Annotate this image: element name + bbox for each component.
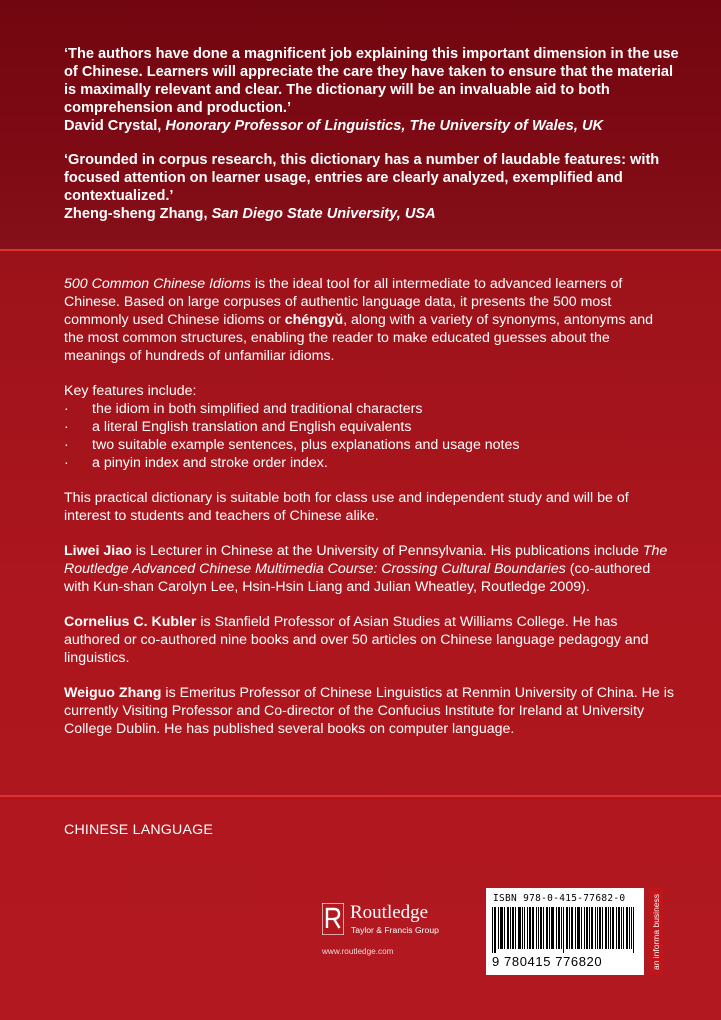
- barcode-bar: [627, 907, 628, 949]
- publisher-url: www.routledge.com: [322, 947, 394, 956]
- barcode-bar: [612, 907, 613, 949]
- barcode-bar: [520, 907, 521, 949]
- publisher-group: Taylor & Francis Group: [351, 925, 439, 935]
- barcode-bar: [529, 907, 530, 949]
- barcode-bar: [501, 907, 502, 949]
- barcode-bar: [606, 907, 607, 949]
- barcode-bar: [500, 907, 501, 949]
- endorsement-author: David Crystal,: [64, 118, 162, 134]
- list-item: [64, 454, 674, 472]
- features-list: [64, 400, 674, 472]
- barcode-bar: [549, 907, 550, 949]
- barcode-bar: [530, 907, 531, 949]
- subject-category: CHINESE LANGUAGE: [64, 822, 214, 838]
- barcode-bar: [543, 907, 544, 949]
- barcode-bar: [515, 907, 516, 949]
- author-bio-text: is Lecturer in Chinese at the University of Pennsylvania. His publications include: [131, 543, 643, 559]
- list-item: [64, 436, 674, 454]
- barcode-bar: [619, 907, 620, 949]
- intro-text-continued: , along with a variety of synonyms, antonyms and the most common structures, enabling the reader to make educated guesses about the meanings of hundreds of unfamiliar idioms.: [64, 312, 654, 364]
- barcode-bar: [569, 907, 570, 949]
- feature-text: a pinyin index and stroke order index.: [92, 455, 328, 471]
- barcode-bar: [581, 907, 582, 949]
- barcode-bar: [578, 907, 579, 949]
- author-bio-kubler: [64, 613, 674, 667]
- barcode-bar: [575, 907, 576, 949]
- routledge-r-icon: [322, 903, 344, 935]
- barcode-bar: [613, 907, 614, 949]
- barcode-bar: [502, 907, 503, 949]
- practical-paragraph: This practical dictionary is suitable both for class use and independent study and will be of interest to students and teachers of Chinese alike.: [64, 490, 629, 524]
- barcode-bar: [584, 907, 585, 949]
- barcode-bar: [571, 907, 572, 949]
- feature-text: two suitable example sentences, plus explanations and usage notes: [92, 437, 520, 453]
- barcode-bar: [546, 907, 547, 949]
- intro-text: is the ideal tool for all intermediate to advanced learners of Chinese. Based on large corpuses of authentic language data, it presents the 500 most commonly used Chinese idioms or: [64, 276, 623, 328]
- barcode-bar: [577, 907, 578, 949]
- isbn-barcode: [486, 888, 644, 975]
- barcode-bar: [610, 907, 611, 949]
- feature-text: the idiom in both simplified and traditional characters: [92, 401, 423, 417]
- author-name: Cornelius C. Kubler: [64, 614, 197, 630]
- barcode-bar: [512, 907, 513, 949]
- barcode-bar: [633, 907, 634, 953]
- barcode-bar: [595, 907, 596, 949]
- barcode-bar: [623, 907, 624, 949]
- barcode-bar: [602, 907, 603, 949]
- barcode-bar: [631, 907, 632, 949]
- barcode-bar: [559, 907, 560, 949]
- barcode-bar: [536, 907, 537, 949]
- barcode-bar: [507, 907, 508, 949]
- publisher-name: Routledge: [350, 902, 429, 923]
- barcode-bar: [519, 907, 520, 949]
- barcode-bar: [551, 907, 552, 949]
- barcode-bar: [616, 907, 617, 949]
- features-heading: Key features include:: [64, 383, 197, 399]
- barcode-bar: [592, 907, 593, 949]
- barcode-bar: [558, 907, 559, 949]
- barcode-bar: [494, 907, 495, 953]
- author-bio-zhang: [64, 684, 674, 738]
- barcode-bar: [513, 907, 514, 949]
- intro-paragraph: [64, 275, 674, 365]
- bullet-icon: ·: [64, 437, 69, 453]
- barcode-bar: [522, 907, 523, 949]
- barcode-bar: [495, 907, 496, 953]
- barcode-bar: [518, 907, 519, 949]
- bullet-icon: ·: [64, 455, 69, 471]
- barcode-bar: [597, 907, 598, 949]
- list-item: [64, 400, 674, 418]
- barcode-digits: 9 780415 776820: [492, 954, 603, 969]
- barcode-bar: [605, 907, 606, 949]
- divider-bottom: [0, 795, 721, 797]
- barcode-bar: [556, 907, 557, 949]
- barcode-bar: [552, 907, 553, 949]
- barcode-bar: [510, 907, 511, 949]
- barcode-bar: [579, 907, 580, 949]
- bullet-icon: ·: [64, 419, 69, 435]
- barcode-bar: [599, 907, 600, 949]
- barcode-bar: [589, 907, 590, 949]
- endorsement-attribution: [64, 117, 684, 135]
- barcode-bar: [600, 907, 601, 949]
- publisher-logo: [322, 901, 472, 961]
- barcode-bar: [541, 907, 542, 949]
- endorsement-zhang: [64, 151, 684, 223]
- barcode-bars: [490, 907, 640, 953]
- author-bio-text: is Stanfield Professor of Asian Studies at Williams College. He has authored or co-authored nine books and over 50 articles on Chinese language pedagogy and linguistics.: [64, 614, 649, 666]
- endorsements: [64, 45, 684, 239]
- barcode-bar: [566, 907, 567, 949]
- barcode-bar: [626, 907, 627, 949]
- endorsement-affiliation: San Diego State University, USA: [211, 206, 436, 222]
- barcode-bar: [540, 907, 541, 949]
- barcode-bar: [586, 907, 587, 949]
- list-item: [64, 418, 674, 436]
- endorsement-text: ‘Grounded in corpus research, this dictionary has a number of laudable features: with focused attention on learner usage, entries are clearly analyzed, exemplified and contextualized.’: [64, 152, 660, 204]
- book-title: 500 Common Chinese Idioms: [64, 276, 251, 292]
- barcode-bar: [572, 907, 573, 949]
- isbn-number: ISBN 978-0-415-77682-0: [493, 893, 626, 904]
- author-name: Liwei Jiao: [64, 543, 132, 559]
- barcode-bar: [527, 907, 528, 949]
- barcode-bar: [553, 907, 554, 949]
- endorsement-author: Zheng-sheng Zhang,: [64, 206, 208, 222]
- barcode-bar: [547, 907, 548, 949]
- barcode-bar: [498, 907, 499, 949]
- barcode-bar: [629, 907, 630, 949]
- informa-label: an informa business: [651, 893, 661, 970]
- endorsement-text: ‘The authors have done a magnificent job explaining this important dimension in the use of Chinese. Learners will appreciate the care they have taken to ensure that the material is maximally relevant and clear. The dictionary will be an invaluable aid to both comprehension and production.’: [64, 46, 679, 116]
- divider-top: [0, 249, 721, 251]
- endorsement-affiliation: Honorary Professor of Linguistics, The University of Wales, UK: [165, 118, 604, 134]
- barcode-bar: [621, 907, 622, 949]
- barcode-bar: [532, 907, 533, 949]
- barcode-bar: [608, 907, 609, 949]
- barcode-bar: [618, 907, 619, 949]
- author-book-title: The Routledge Advanced Chinese Multimedia Course: Crossing Cultural Boundaries: [64, 543, 668, 577]
- barcode-bar: [504, 907, 505, 949]
- barcode-bar: [567, 907, 568, 949]
- author-bio-text-continued: (co-authored with Kun-shan Carolyn Lee, Hsin-Hsin Liang and Julian Wheatley, Routledge 2009).: [64, 561, 651, 595]
- author-name: Weiguo Zhang: [64, 685, 162, 701]
- bullet-icon: ·: [64, 401, 69, 417]
- barcode-bar: [508, 907, 509, 949]
- barcode-bar: [492, 907, 493, 953]
- author-bio-jiao: [64, 542, 674, 596]
- barcode-bar: [591, 907, 592, 949]
- endorsement-attribution: [64, 205, 684, 223]
- book-description: [64, 275, 674, 755]
- feature-text: a literal English translation and English equivalents: [92, 419, 412, 435]
- chengyu-term: chéngyǔ: [284, 312, 344, 328]
- barcode-bar: [524, 907, 525, 949]
- barcode-bar: [563, 907, 564, 953]
- barcode-bar: [587, 907, 588, 949]
- informa-strip: [649, 888, 663, 975]
- barcode-bar: [533, 907, 534, 949]
- endorsement-crystal: [64, 45, 684, 135]
- author-bio-text: is Emeritus Professor of Chinese Linguistics at Renmin University of China. He is currently Visiting Professor and Co-director of the Confucius Institute for Ireland at University College Dublin. He has published several books on computer language.: [64, 685, 674, 737]
- barcode-bar: [561, 907, 562, 949]
- barcode-bar: [538, 907, 539, 949]
